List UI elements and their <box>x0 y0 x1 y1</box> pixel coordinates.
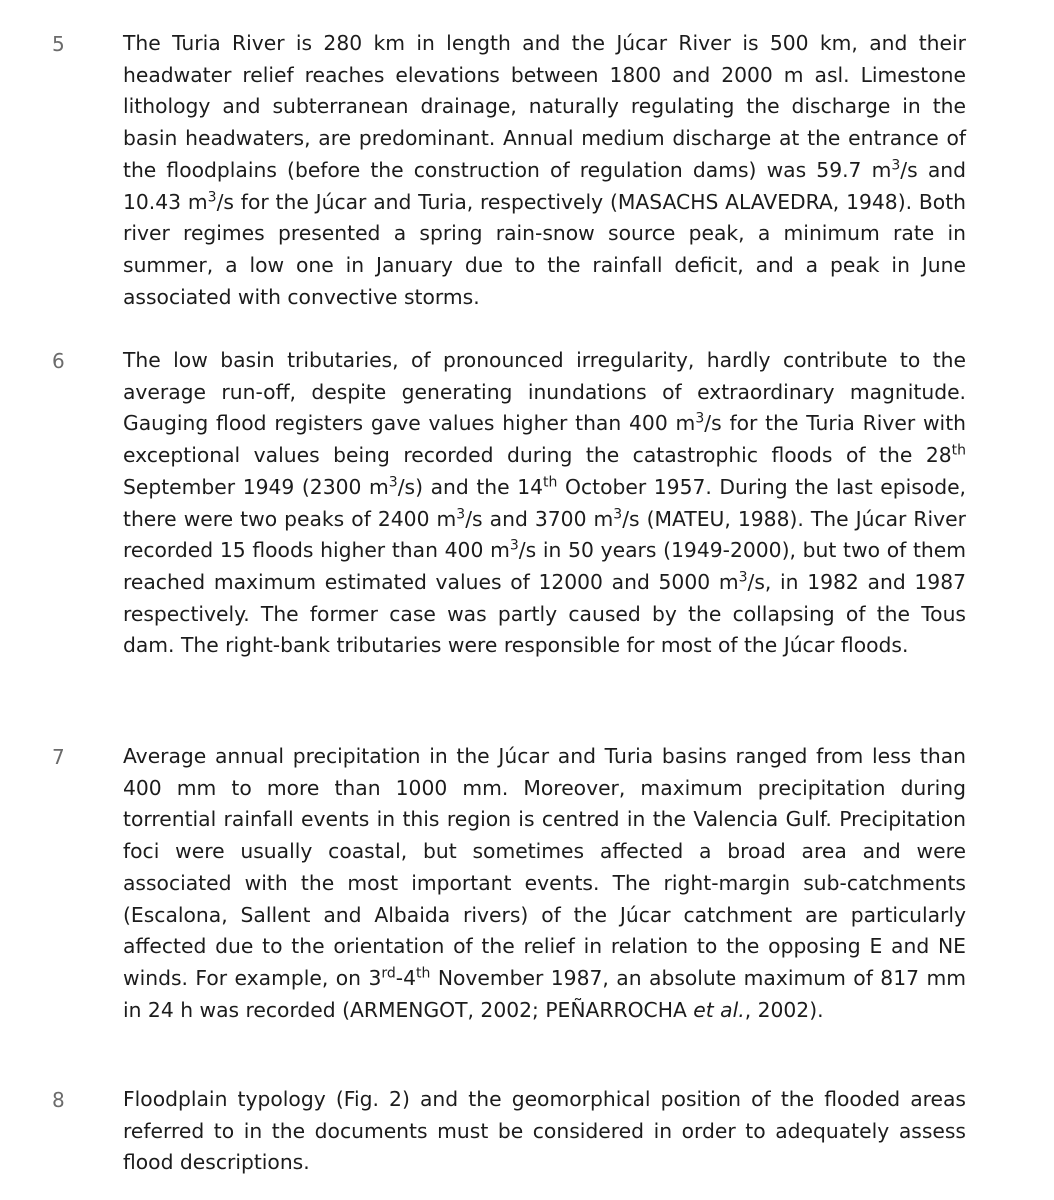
paragraph-number: 5 <box>52 32 65 56</box>
paragraph-number: 6 <box>52 349 65 373</box>
paragraph-number: 7 <box>52 745 65 769</box>
paragraph-text: The Turia River is 280 km in length and the Júcar River is 500 km, and their headwater relief reaches elevations between 1800 and 2000 m asl. Limestone lithology and subterranean drainage, naturally regulating the discharge in the basin headwaters, are predominant. Annual medium discharge at the entrance of the floodplains (before the construction of regulation dams) was 59.7 $m^3/s$ and 10.43 $m^3/s$ for the Júcar and Turia, respectively (MASACHS ALAVEDRA, 1948). Both river regimes presented a spring rain-snow source peak, a minimum rate in summer, a low one in January due to the rainfall deficit, and a peak in June associated with convective storms. <box>123 31 967 309</box>
paragraph-text: Floodplain typology (Fig. 2) and the geomorphical position of the flooded areas referred to in the documents must be considered in order to adequately assess flood descriptions. <box>123 1087 966 1175</box>
paragraph-text: The low basin tributaries, of pronounced irregularity, hardly contribute to the average run-off, despite generating inundations of extraordinary magnitude. Gauging flood registers gave values higher than 400 $m^3/s$ for the Turia River with exceptional values being recorded during the catastrophic floods of the 28th September 1949 (2300 $m^3/s$) and the 14th October 1957. During the last episode, there were two peaks of 2400 $m^3/s$ and 3700 $m^3/s$ (MATEU, 1988). The Júcar River recorded 15 floods higher than 400 $m^3/s$ in 50 years (1949-2000), but two of them reached maximum estimated values of 12000 and 5000 $m^3/s$, in 1982 and 1987 respectively. The former case was partly caused by the collapsing of the Tous dam. The right-bank tributaries were responsible for most of the Júcar floods. <box>123 348 966 658</box>
paragraph-number: 8 <box>52 1088 65 1112</box>
paragraph-text: Average annual precipitation in the Júcar and Turia basins ranged from less than 400 mm to more than 1000 mm. Moreover, maximum precipitation during torrential rainfall events in this region is centred in the Valencia Gulf. Precipitation foci were usually coastal, but sometimes affected a broad area and were associated with the most important events. The right-margin sub-catchments (Escalona, Sallent and Albaida rivers) of the Júcar catchment are particularly affected due to the orientation of the relief in relation to the opposing E and NE winds. For example, on 3rd-4th November 1987, an absolute maximum of 817 mm in 24 h was recorded (ARMENGOT, 2002; PEÑARROCHA et al., 2002). <box>123 744 966 1022</box>
